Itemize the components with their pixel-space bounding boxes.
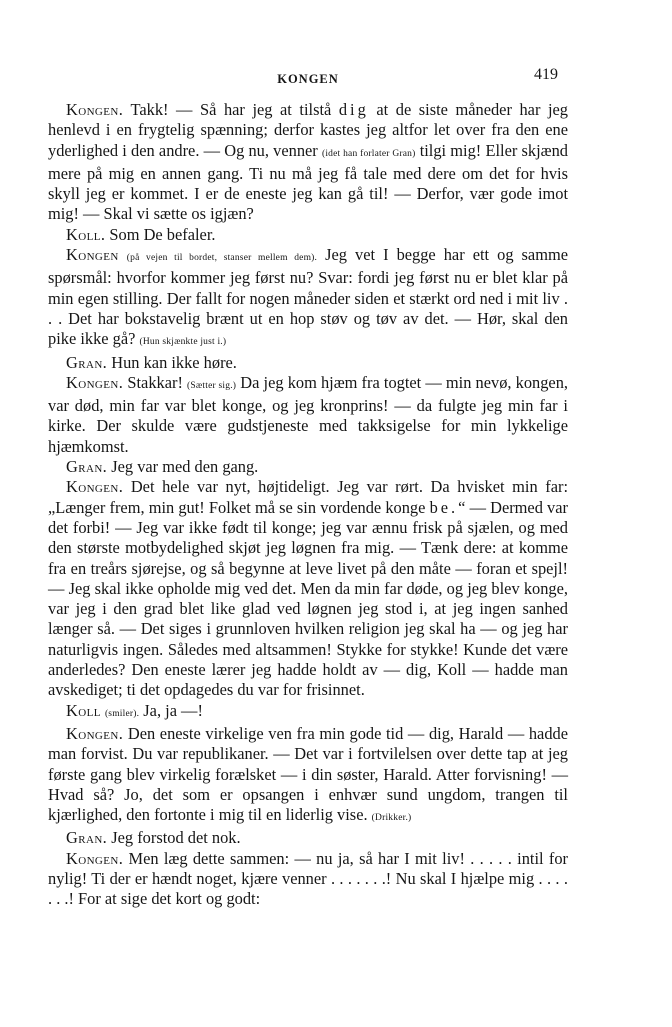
dialogue-paragraph	[48, 724, 568, 828]
dialogue-line: Takk! — Så har jeg at tilstå	[123, 100, 339, 119]
stage-direction: (smiler).	[104, 708, 140, 719]
dialogue-paragraph	[48, 828, 568, 848]
dialogue-paragraph	[48, 701, 568, 724]
speaker-name: Kongen	[66, 245, 119, 265]
dialogue-line: at de siste måneder har jeg henlevd i en frygtelig spænning; derfor kastes jeg altfor let over fra den ene yderlighed i den andre. — Og nu, venner	[48, 100, 568, 160]
dialogue-line: Den eneste virkelige ven fra min gode tid — dig, Harald — hadde man forvist. Du var republikaner. — Det var i fortvilelsen over dette tap at jeg første gang blev virkelig forælsket — i din søster, Harald. Atter forvisning! — Hvad så? Jo, det som er opsangen i enhvær sund ungdom, trangen til kjærlighed, den fortonte i mig til en liderlig vise.	[48, 723, 568, 825]
dialogue-line: Jeg forstod det nok.	[107, 828, 241, 848]
stage-direction: (Sætter sig.)	[187, 380, 237, 391]
dialogue-paragraph	[48, 100, 568, 225]
dialogue-paragraph	[48, 225, 568, 245]
dialogue-line: Jeg var med den gang.	[107, 457, 259, 477]
speaker-name: Kongen.	[66, 100, 124, 119]
stage-direction: (på vejen til bordet, stanser mellem dem).	[126, 253, 318, 264]
page-number: 419	[534, 66, 558, 83]
dialogue-line: Som De befaler.	[105, 224, 216, 244]
speaker-name: Koll	[66, 700, 101, 720]
dialogue-line: Hun kan ikke høre.	[107, 352, 237, 372]
dialogue-line	[119, 245, 127, 264]
dialogue-line: Jeg vet I begge har ett og samme spørsmål: hvorfor kommer jeg først nu? Svar: fordi jeg først nu er blet klar på min egen stilling. Der fallt for nogen måneder siden et stærkt ord ned i mit liv . . . Det har bokstavelig brænt ut en hop støv og tøv av det. — Hør, skal den pike ikke gå?	[48, 245, 568, 349]
dialogue-line: Ja, ja —!	[139, 700, 203, 720]
dialogue-paragraph	[48, 457, 568, 477]
dialogue-paragraph	[48, 245, 568, 352]
dialogue-paragraph	[48, 849, 568, 910]
speaker-name: Kongen.	[66, 372, 124, 392]
dialogue-paragraph	[48, 477, 568, 700]
dialogue-line: tilgi mig! Eller skjænd mere på mig en annen gang. Ti nu må jeg få tale med dere om det for hvis skyll jeg er kommet. I er de eneste jeg kan gå til! — Derfor, vær gode imot mig! — Skal vi sætte os igjæn?	[48, 140, 568, 224]
speaker-name: Kongen.	[66, 848, 124, 868]
dialogue-paragraph	[48, 353, 568, 373]
dialogue-paragraph	[48, 373, 568, 457]
stage-direction: (Hun skjænkte just i.)	[139, 337, 227, 348]
running-title: KONGEN	[277, 72, 339, 86]
stage-direction: (Drikker.)	[371, 813, 412, 824]
dialogue-line: “ — Dermed var det forbi! — Jeg var ikke født til konge; jeg var ænnu frisk på sjælen, og med den største motbydelighed skjøt jeg løgnen fra mig. — Tænk dere: at komme fra en treårs sjørejse, og så begynne at leve livet på den måte — foran et spejl! — Jeg skal ikke opholde mig ved det. Men da min far døde, og jeg blev konge, var jeg i den grad blet like glad ved løgnen jeg stod i, at jeg ingen sanhed længer så. — Det siges i grunnloven hvilken religion jeg skal ha — og jeg har naturligvis ingen. Således med altsammen! Stykke for stykke! Kunde det være anderledes? Den eneste lærer jeg hadde holdt av — dig, Koll — hadde man avskediget; ti det opdagedes du var for frisinnet.	[48, 497, 568, 700]
emphasized-word: be.	[429, 497, 459, 517]
speaker-name: Gran.	[66, 457, 108, 477]
speaker-name: Gran.	[66, 828, 108, 848]
dialogue-line: Da jeg kom hjæm fra togtet — min nevø, kongen, var død, min far var blet konge, og jeg kronprins! — da fulgte jeg min far i kirke. Der skulde være gudstjeneste med takksigelse for min lykkelige hjæmkomst.	[48, 372, 568, 456]
emphasized-word: dig	[338, 100, 369, 119]
speaker-name: Koll.	[66, 224, 106, 244]
speaker-name: Kongen.	[66, 723, 124, 743]
stage-direction: (idet han forlater Gran)	[321, 148, 416, 159]
speaker-name: Gran.	[66, 352, 108, 372]
dialogue-line: Men læg dette sammen: — nu ja, så har I mit liv! . . . . . intil for nylig! Ti der er hændt noget, kjære venner . . . . . . .! Nu skal I hjælpe mig . . . . . . .! For at sige det kort og godt:	[48, 848, 568, 909]
dialogue-text	[48, 100, 568, 910]
dialogue-line: Det hele var nyt, højtideligt. Jeg var rørt. Da hvisket min far: „Længer frem, min gut! Folket må se sin vordende konge	[48, 477, 568, 517]
speaker-name: Kongen.	[66, 477, 124, 497]
dialogue-line: Stakkar!	[123, 372, 188, 392]
